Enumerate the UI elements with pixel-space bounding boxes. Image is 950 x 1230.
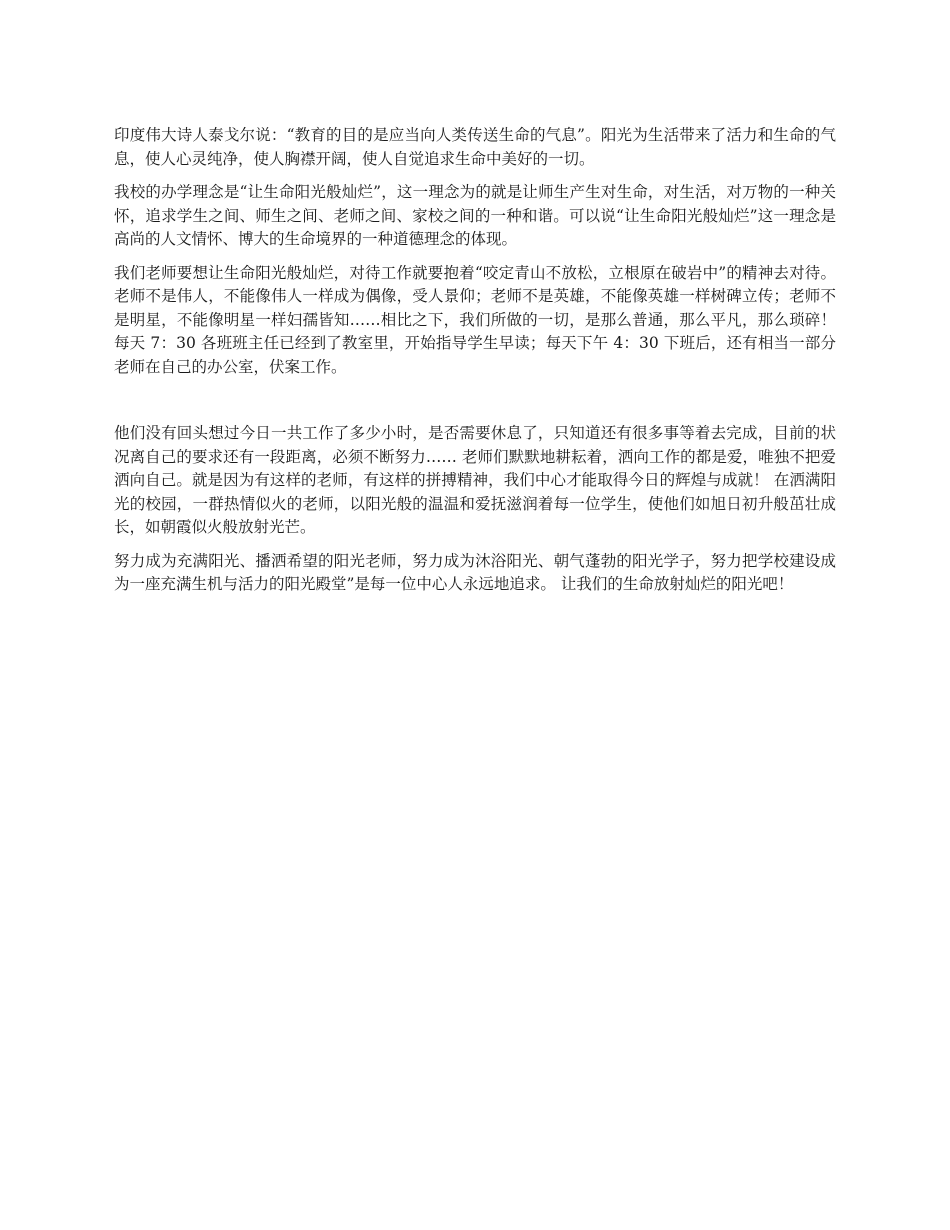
paragraph-3: 我们老师要想让生命阳光般灿烂，对待工作就要抱着“咬定青山不放松，立根原在破岩中”的精神去对待。 老师不是伟人，不能像伟人一样成为偶像，受人景仰；老师不是英雄，不能像英雄一样树碑立传；老师不是明星，不能像明星一样妇孺皆知……相比之下，我们所做的一切，是那么普通，那么平凡，那么琐碎！ 每天 7：30 各班班主任已经到了教室里，开始指导学生早读；每天下午 4：30 下班后，还有相当一部分老师在自己的办公室，伏案工作。 xyxy=(114,263,836,376)
document-page xyxy=(114,124,836,607)
paragraph-1: 印度伟大诗人泰戈尔说：“教育的目的是应当向人类传送生命的气息”。阳光为生活带来了活力和生命的气息，使人心灵纯净，使人胸襟开阔，使人自觉追求生命中美好的一切。 xyxy=(114,126,836,168)
paragraph-5: 努力成为充满阳光、播洒希望的阳光老师，努力成为沐浴阳光、朝气蓬勃的阳光学子，努力把学校建设成为一座充满生机与活力的阳光殿堂”是每一位中心人永远地追求。 让我们的生命放射灿烂的阳光吧！ xyxy=(114,551,836,593)
paragraph-gap xyxy=(114,389,836,422)
paragraph-4: 他们没有回头想过今日一共工作了多少小时，是否需要休息了，只知道还有很多事等着去完成，目前的状况离自己的要求还有一段距离，必须不断努力…… 老师们默默地耕耘着，洒向工作的都是爱，唯独不把爱洒向自己。就是因为有这样的老师，有这样的拼搏精神，我们中心才能取得今日的辉煌与成就！ 在洒满阳光的校园，一群热情似火的老师，以阳光般的温温和爱抚滋润着每一位学生，使他们如旭日初升般茁壮成长，如朝霞似火般放射光芒。 xyxy=(114,424,836,536)
paragraph-2: 我校的办学理念是“让生命阳光般灿烂”，这一理念为的就是让师生产生对生命，对生活，对万物的一种关怀，追求学生之间、师生之间、老师之间、家校之间的一种和谐。可以说“让生命阳光般灿烂”这一理念是高尚的人文情怀、博大的生命境界的一种道德理念的体现。 xyxy=(114,183,836,248)
